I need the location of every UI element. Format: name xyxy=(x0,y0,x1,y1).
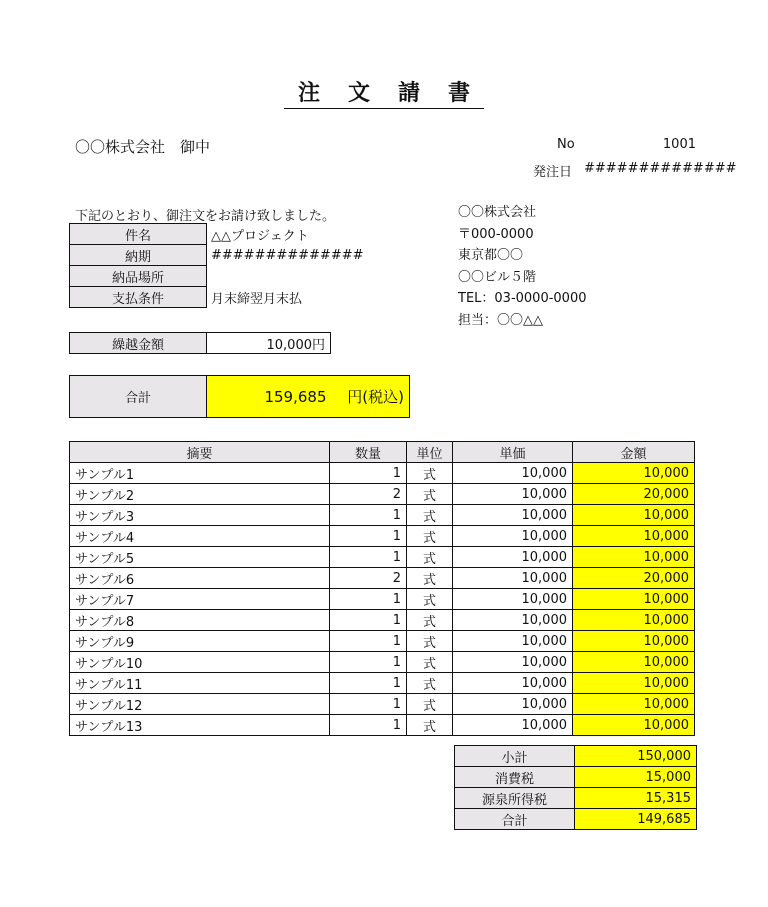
item-price: 10,000 xyxy=(453,631,573,652)
table-row xyxy=(70,589,695,610)
table-row xyxy=(70,631,695,652)
summary-table xyxy=(454,745,697,830)
summary-value: 149,685 xyxy=(575,809,697,830)
item-price: 10,000 xyxy=(453,589,573,610)
item-amount: 10,000 xyxy=(573,547,695,568)
item-unit: 式 xyxy=(407,547,453,568)
summary-row xyxy=(455,767,697,788)
item-unit: 式 xyxy=(407,715,453,736)
table-row xyxy=(70,568,695,589)
item-unit: 式 xyxy=(407,463,453,484)
item-desc: サンプル10 xyxy=(70,652,330,673)
item-qty: 1 xyxy=(330,694,407,715)
summary-label: 小計 xyxy=(455,746,575,767)
carryover-label: 繰越金額 xyxy=(70,333,207,354)
item-amount: 10,000 xyxy=(573,589,695,610)
issuer-block xyxy=(458,202,587,331)
item-amount: 10,000 xyxy=(573,463,695,484)
item-desc: サンプル9 xyxy=(70,631,330,652)
title-char-3: 請 xyxy=(384,81,434,109)
items-header-row xyxy=(70,442,695,463)
item-amount: 10,000 xyxy=(573,652,695,673)
item-unit: 式 xyxy=(407,631,453,652)
item-qty: 1 xyxy=(330,715,407,736)
info-value: 月末締翌月末払 xyxy=(211,291,303,307)
order-no-label: No xyxy=(557,137,575,152)
table-row xyxy=(70,463,695,484)
item-qty: 1 xyxy=(330,631,407,652)
item-qty: 2 xyxy=(330,568,407,589)
summary-label: 合計 xyxy=(455,809,575,830)
item-qty: 1 xyxy=(330,505,407,526)
item-qty: 1 xyxy=(330,547,407,568)
issuer-tel: TEL：03-0000-0000 xyxy=(458,291,587,306)
item-qty: 1 xyxy=(330,526,407,547)
item-amount: 10,000 xyxy=(573,526,695,547)
issuer-postal: 〒000-0000 xyxy=(458,226,534,242)
issuer-address2: 〇〇ビル５階 xyxy=(458,269,537,285)
issuer-address1: 東京都〇〇 xyxy=(458,248,524,263)
item-desc: サンプル13 xyxy=(70,715,330,736)
summary-row xyxy=(455,809,697,830)
carryover-value: 10,000円 xyxy=(207,333,331,354)
item-price: 10,000 xyxy=(453,694,573,715)
info-value xyxy=(207,266,407,287)
item-desc: サンプル5 xyxy=(70,547,330,568)
item-qty: 1 xyxy=(330,463,407,484)
item-price: 10,000 xyxy=(453,673,573,694)
issuer-contact: 担当：〇〇△△ xyxy=(458,312,543,328)
item-price: 10,000 xyxy=(453,526,573,547)
header-price: 単価 xyxy=(453,442,573,463)
item-qty: 2 xyxy=(330,484,407,505)
order-date-value: ############## xyxy=(584,161,737,176)
grand-total-label: 合計 xyxy=(70,376,207,418)
item-unit: 式 xyxy=(407,484,453,505)
item-desc: サンプル4 xyxy=(70,526,330,547)
item-desc: サンプル7 xyxy=(70,589,330,610)
items-table xyxy=(69,441,695,736)
item-amount: 10,000 xyxy=(573,505,695,526)
grand-total-cell xyxy=(207,376,410,418)
header-unit: 単位 xyxy=(407,442,453,463)
item-amount: 20,000 xyxy=(573,568,695,589)
info-row-payment-terms xyxy=(70,287,407,308)
table-row xyxy=(70,673,695,694)
summary-value: 15,000 xyxy=(575,767,697,788)
table-row xyxy=(70,547,695,568)
item-desc: サンプル3 xyxy=(70,505,330,526)
info-label: 納品場所 xyxy=(70,266,207,287)
intro-text: 下記のとおり、御注文をお請け致しました。 xyxy=(75,209,336,224)
order-date-label: 発注日 xyxy=(533,165,573,180)
summary-value: 150,000 xyxy=(575,746,697,767)
item-desc: サンプル6 xyxy=(70,568,330,589)
item-price: 10,000 xyxy=(453,610,573,631)
summary-row xyxy=(455,746,697,767)
summary-row xyxy=(455,788,697,809)
issuer-company: 〇〇株式会社 xyxy=(458,205,537,220)
item-unit: 式 xyxy=(407,589,453,610)
grand-total-table xyxy=(69,375,410,418)
item-unit: 式 xyxy=(407,526,453,547)
header-desc: 摘要 xyxy=(70,442,330,463)
title-char-1: 注 xyxy=(284,81,334,109)
item-unit: 式 xyxy=(407,694,453,715)
info-label: 件名 xyxy=(70,224,207,245)
item-amount: 20,000 xyxy=(573,484,695,505)
item-desc: サンプル8 xyxy=(70,610,330,631)
item-qty: 1 xyxy=(330,673,407,694)
item-amount: 10,000 xyxy=(573,673,695,694)
page-title xyxy=(0,76,768,107)
title-char-4: 書 xyxy=(434,81,484,109)
carryover-table xyxy=(69,332,331,354)
table-row xyxy=(70,652,695,673)
table-row xyxy=(70,715,695,736)
table-row xyxy=(70,484,695,505)
grand-total-value: 159,685 xyxy=(264,388,327,406)
item-amount: 10,000 xyxy=(573,694,695,715)
item-desc: サンプル12 xyxy=(70,694,330,715)
addressee: 〇〇株式会社 御中 xyxy=(75,138,211,156)
order-info-table xyxy=(69,223,407,308)
item-unit: 式 xyxy=(407,652,453,673)
info-label: 納期 xyxy=(70,245,207,266)
item-unit: 式 xyxy=(407,610,453,631)
item-price: 10,000 xyxy=(453,505,573,526)
info-value: △△プロジェクト xyxy=(211,228,309,244)
item-price: 10,000 xyxy=(453,652,573,673)
item-price: 10,000 xyxy=(453,715,573,736)
grand-total-suffix: 円(税込) xyxy=(347,388,404,406)
table-row xyxy=(70,505,695,526)
item-amount: 10,000 xyxy=(573,610,695,631)
item-desc: サンプル11 xyxy=(70,673,330,694)
order-no-value: 1001 xyxy=(662,137,696,152)
item-unit: 式 xyxy=(407,568,453,589)
summary-value: 15,315 xyxy=(575,788,697,809)
item-price: 10,000 xyxy=(453,484,573,505)
item-unit: 式 xyxy=(407,673,453,694)
table-row xyxy=(70,610,695,631)
item-qty: 1 xyxy=(330,610,407,631)
info-row-subject xyxy=(70,224,407,245)
item-amount: 10,000 xyxy=(573,715,695,736)
header-amount: 金額 xyxy=(573,442,695,463)
table-row xyxy=(70,694,695,715)
item-qty: 1 xyxy=(330,589,407,610)
info-row-deadline xyxy=(70,245,407,266)
item-qty: 1 xyxy=(330,652,407,673)
item-unit: 式 xyxy=(407,505,453,526)
item-desc: サンプル1 xyxy=(70,463,330,484)
summary-label: 源泉所得税 xyxy=(455,788,575,809)
table-row xyxy=(70,526,695,547)
title-char-2: 文 xyxy=(334,81,384,109)
header-qty: 数量 xyxy=(330,442,407,463)
info-row-delivery-place xyxy=(70,266,407,287)
item-desc: サンプル2 xyxy=(70,484,330,505)
item-amount: 10,000 xyxy=(573,631,695,652)
info-value: ############## xyxy=(211,247,364,263)
info-label: 支払条件 xyxy=(70,287,207,308)
item-price: 10,000 xyxy=(453,568,573,589)
summary-label: 消費税 xyxy=(455,767,575,788)
item-price: 10,000 xyxy=(453,547,573,568)
item-price: 10,000 xyxy=(453,463,573,484)
